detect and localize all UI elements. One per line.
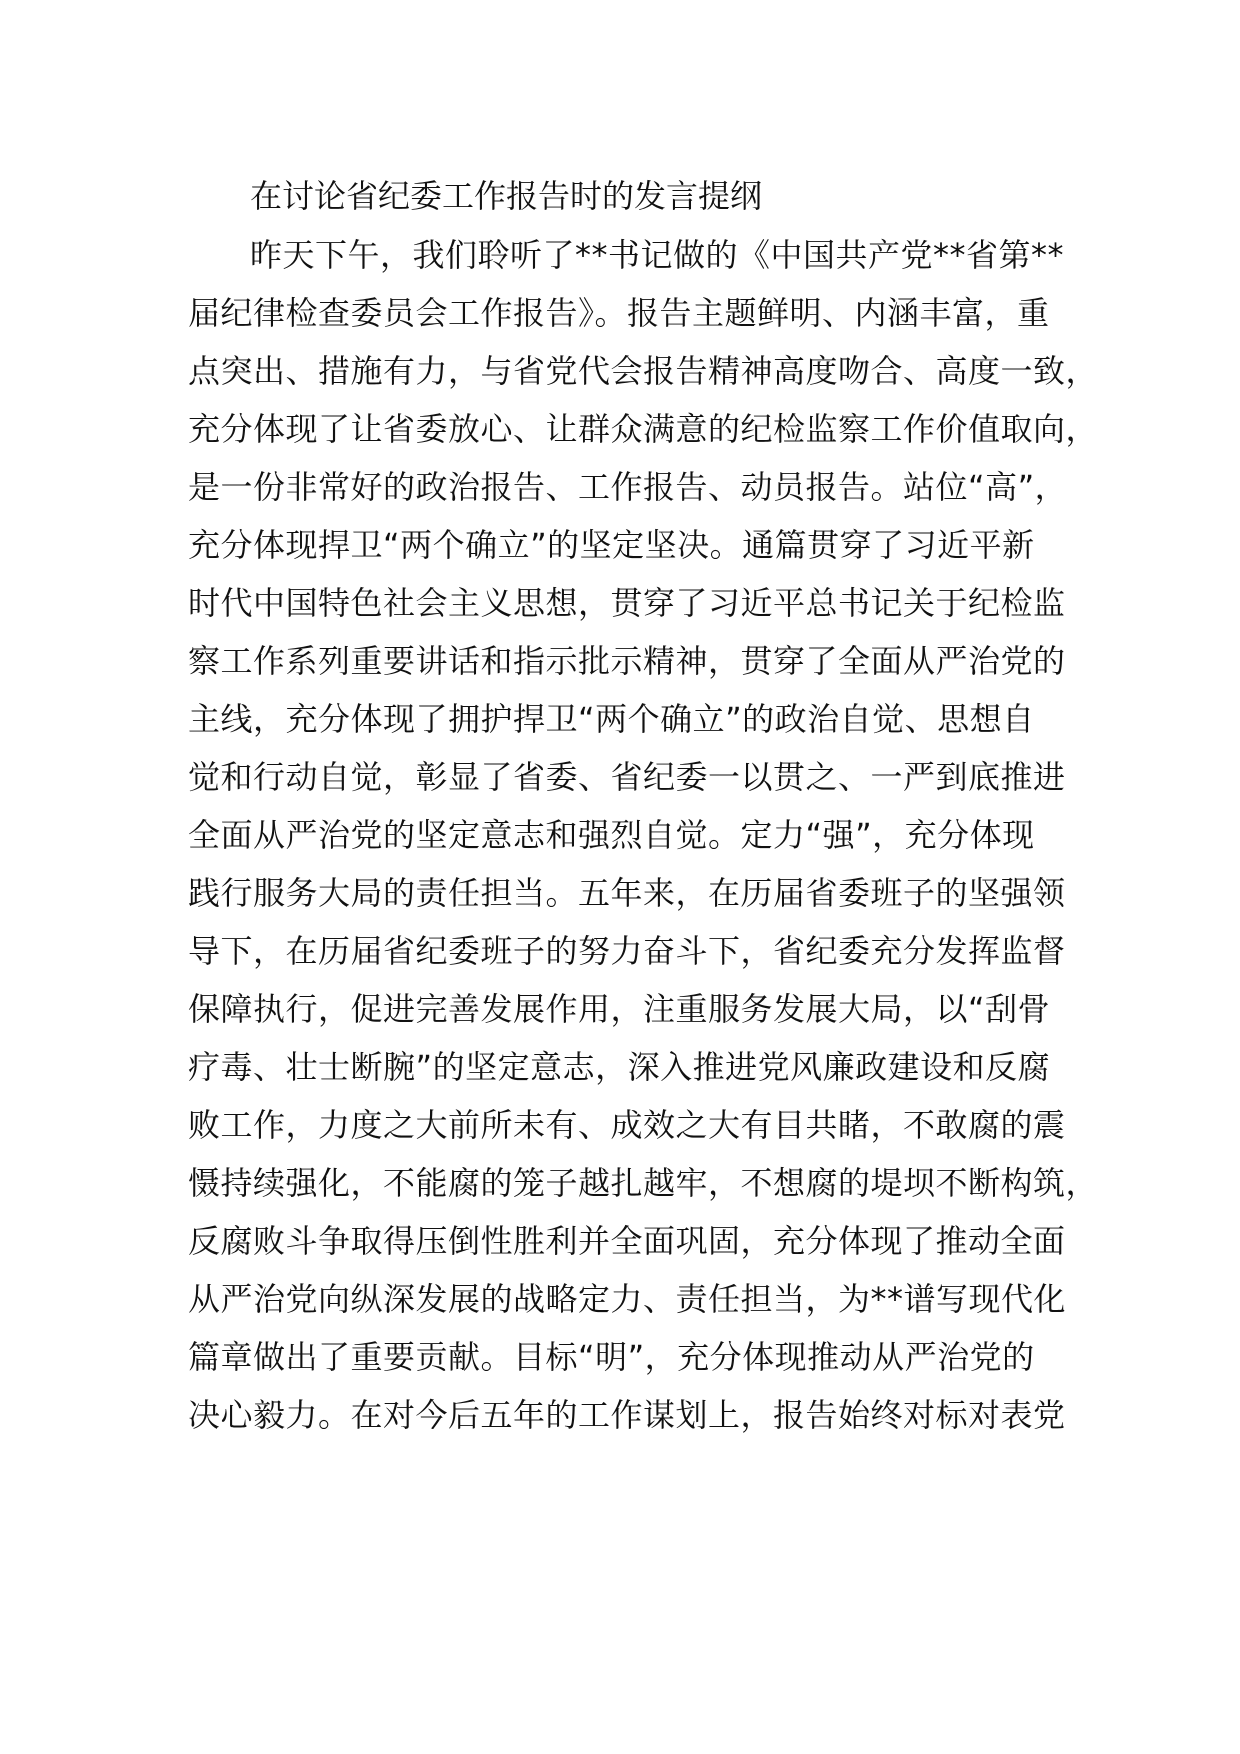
body-line: 慑持续强化，不能腐的笼子越扎越牢，不想腐的堤坝不断构筑， — [188, 1164, 1099, 1202]
body-line: 从严治党向纵深发展的战略定力、责任担当，为**谱写现代化 — [188, 1280, 1067, 1318]
body-line: 导下，在历届省纪委班子的努力奋斗下，省纪委充分发挥监督 — [188, 932, 1066, 970]
body-line: 反腐败斗争取得压倒性胜利并全面巩固，充分体现了推动全面 — [188, 1222, 1066, 1260]
body-line: 疗毒、壮士断腕”的坚定意志，深入推进党风廉政建设和反腐 — [188, 1048, 1051, 1086]
body-line: 全面从严治党的坚定意志和强烈自觉。定力“强”，充分体现 — [188, 816, 1035, 854]
body-line: 主线，充分体现了拥护捍卫“两个确立”的政治自觉、思想自 — [188, 700, 1035, 738]
body-line: 篇章做出了重要贡献。目标“明”，充分体现推动从严治党的 — [188, 1338, 1035, 1376]
body-line: 充分体现了让省委放心、让群众满意的纪检监察工作价值取向， — [188, 410, 1099, 448]
body-line: 保障执行，促进完善发展作用，注重服务发展大局，以“刮骨 — [188, 990, 1051, 1028]
body-line: 践行服务大局的责任担当。五年来，在历届省委班子的坚强领 — [188, 874, 1066, 912]
body-line: 是一份非常好的政治报告、工作报告、动员报告。站位“高”， — [188, 468, 1068, 506]
body-line: 时代中国特色社会主义思想，贯穿了习近平总书记关于纪检监 — [188, 584, 1066, 622]
body-line: 届纪律检查委员会工作报告》。报告主题鲜明、内涵丰富，重 — [188, 294, 1050, 332]
body-line: 败工作，力度之大前所未有、成效之大有目共睹，不敢腐的震 — [188, 1106, 1066, 1144]
body-line: 点突出、措施有力，与省党代会报告精神高度吻合、高度一致， — [188, 352, 1099, 390]
body-line: 充分体现捍卫“两个确立”的坚定坚决。通篇贯穿了习近平新 — [188, 526, 1035, 564]
body-line: 决心毅力。在对今后五年的工作谋划上，报告始终对标对表党 — [188, 1396, 1066, 1434]
document-title: 在讨论省纪委工作报告时的发言提纲 — [250, 177, 763, 215]
body-line: 察工作系列重要讲话和指示批示精神，贯穿了全面从严治党的 — [188, 642, 1066, 680]
body-line: 昨天下午，我们聆听了**书记做的《中国共产党**省第** — [250, 236, 1065, 274]
body-line: 觉和行动自觉，彰显了省委、省纪委一以贯之、一严到底推进 — [188, 758, 1066, 796]
